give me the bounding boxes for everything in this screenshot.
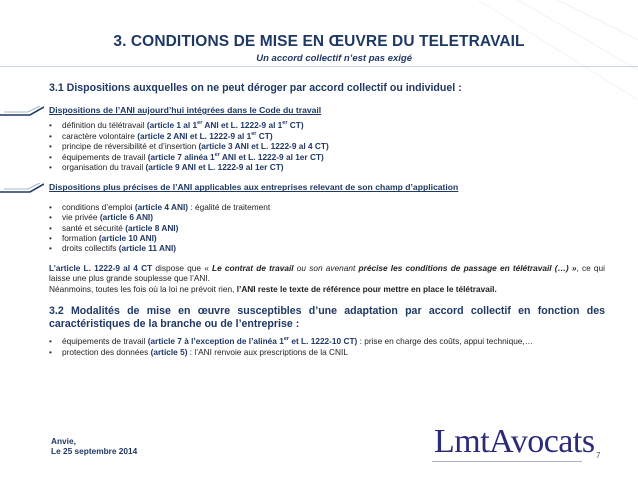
list-item: • équipements de travail (article 7 alinéa 1er ANI et L. 1222-9 al 1er CT) bbox=[49, 152, 605, 162]
list-item: • droits collectifs (article 11 ANI) bbox=[49, 243, 605, 253]
header-divider bbox=[0, 66, 638, 67]
list-item: • formation (article 10 ANI) bbox=[49, 233, 605, 243]
paragraph-contrat: L’article L. 1222-9 al 4 CT dispose que « Le contrat de travail ou son avenant précise les conditions de passage en télétravail (…) », ce qui laisse une plus grande souplesse que l’ANI. bbox=[49, 262, 605, 284]
footer-place: Anvie, bbox=[51, 436, 76, 446]
list-item: • caractère volontaire (article 2 ANI et L. 1222-9 al 1er CT) bbox=[49, 131, 605, 141]
group-heading-label: Dispositions de l’ANI aujourd’hui intégrées dans le Code du travail bbox=[49, 105, 322, 115]
group-heading-code-travail bbox=[49, 105, 605, 115]
list-code-travail bbox=[49, 120, 605, 172]
list-item: • vie privée (article 6 ANI) bbox=[49, 212, 605, 222]
list-item: • conditions d’emploi (article 4 ANI) : égalité de traitement bbox=[49, 202, 605, 212]
list-adaptation bbox=[49, 336, 605, 357]
list-item: • définition du télétravail (article 1 al 1er ANI et L. 1222-9 al 1er CT) bbox=[49, 120, 605, 130]
arrow-icon bbox=[0, 106, 44, 116]
slide-title: 3. CONDITIONS DE MISE EN ŒUVRE DU TELETRAVAIL bbox=[113, 33, 525, 50]
company-logo: LmtAvocats bbox=[434, 423, 595, 460]
group-heading-label: Dispositions plus précises de l’ANI applicables aux entreprises relevant de son champ d’application bbox=[49, 182, 459, 193]
page-number: 7 bbox=[596, 451, 601, 460]
footer-date-line: Le 25 septembre 2014 bbox=[51, 446, 138, 456]
paragraph-reference: Néanmoins, toutes les fois où la loi ne prévoit rien, l’ANI reste le texte de référence pour mettre en place le télétravail. bbox=[49, 283, 497, 294]
list-ani bbox=[49, 202, 605, 254]
group-heading-ani bbox=[49, 182, 605, 192]
section-heading-3-1: 3.1 Dispositions auxquelles on ne peut déroger par accord collectif ou individuel : bbox=[49, 82, 462, 94]
logo-underline bbox=[432, 461, 582, 462]
list-item: • équipements de travail (article 7 à l’exception de l’alinéa 1er et L. 1222-10 CT) : prise en charge des coûts, appui technique,… bbox=[49, 336, 605, 346]
list-item: • protection des données (article 5) : l’ANI renvoie aux prescriptions de la CNIL bbox=[49, 347, 605, 357]
list-item: • santé et sécurité (article 8 ANI) bbox=[49, 223, 605, 233]
slide-content bbox=[49, 82, 605, 357]
list-item: • principe de réversibilité et d’insertion (article 3 ANI et L. 1222-9 al 4 CT) bbox=[49, 141, 605, 151]
slide-subtitle: Un accord collectif n’est pas exigé bbox=[256, 53, 412, 64]
arrow-icon bbox=[0, 183, 44, 193]
footer-date bbox=[51, 436, 137, 456]
list-item: • organisation du travail (article 9 ANI et L. 1222-9 al 1er CT) bbox=[49, 162, 605, 172]
section-heading-3-2: 3.2 Modalités de mise en œuvre susceptibles d’une adaptation par accord collectif en fonction des caractéristiques de la branche ou de l’entreprise : bbox=[49, 305, 605, 331]
